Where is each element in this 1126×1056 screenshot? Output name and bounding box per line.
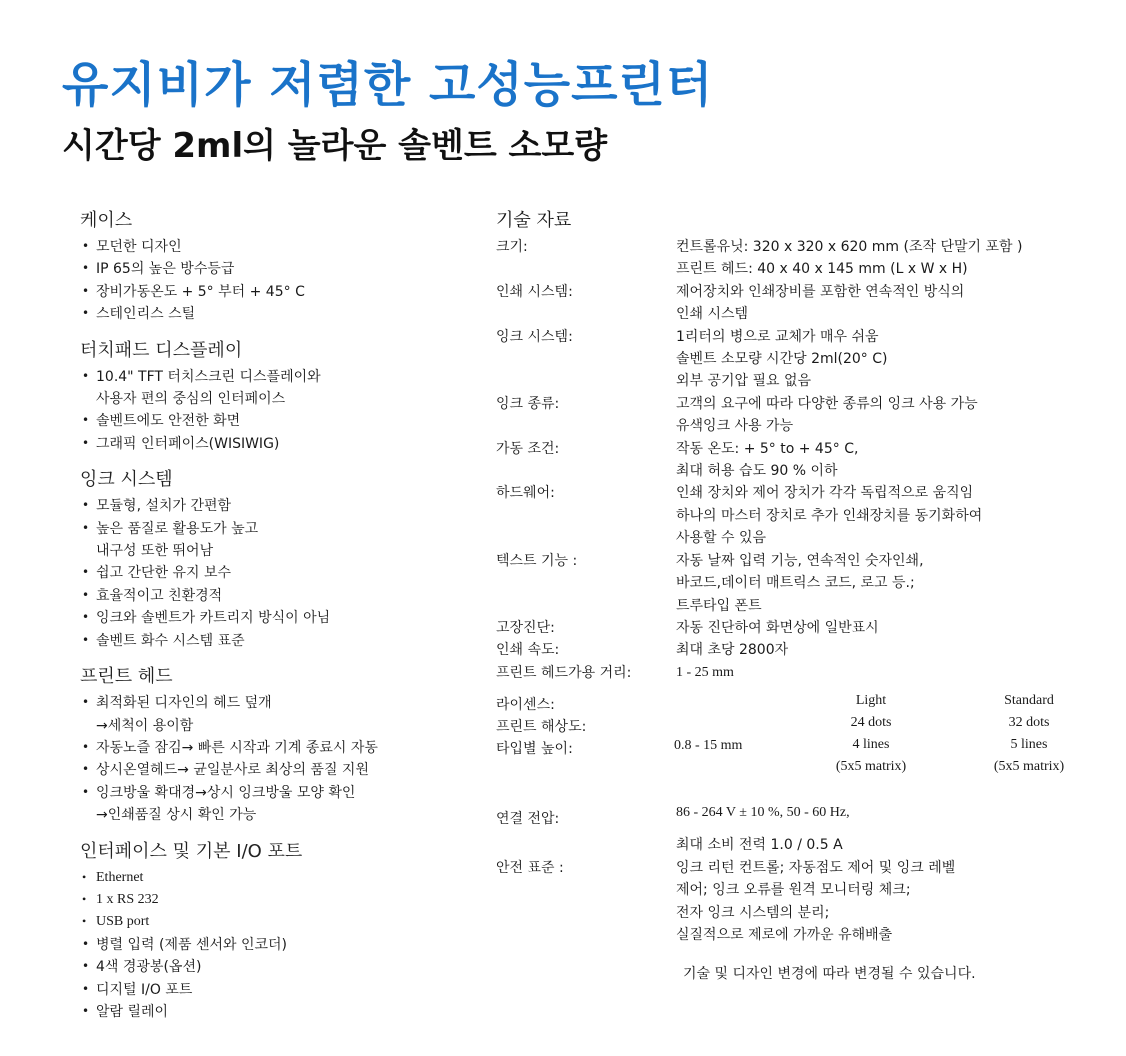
spec-row-inktype: 잉크 종류: 고객의 요구에 따라 다양한 종류의 잉크 사용 가능 <box>496 395 978 412</box>
power-safety-block <box>496 802 1096 946</box>
license-light-column <box>816 690 926 778</box>
spec-row-size: 크기: 컨트롤유닛: 320 x 320 x 620 mm (조작 단말기 포함 ) <box>496 239 1023 255</box>
list-item: • 솔벤트에도 안전한 화면 <box>82 413 241 430</box>
license-name: Light <box>855 693 887 708</box>
spec-row-safety-cont: 제어; 잉크 오류를 원격 모니터링 체크; <box>676 882 911 899</box>
license-name: Standard <box>1004 693 1054 708</box>
list-item: • IP 65의 높은 방수등급 <box>82 261 235 278</box>
spec-row-voltage-cont: 최대 소비 전력 1.0 / 0.5 A <box>676 837 843 854</box>
list-item: • 모듈형, 설치가 간편함 <box>82 498 232 515</box>
license-table <box>496 690 1096 780</box>
list-item: • 자동노즐 잠김→ 빠른 시작과 기계 종료시 자동 <box>82 739 378 756</box>
spec-row-diagnostics: 고장진단: 자동 진단하여 화면상에 일반표시 <box>496 619 879 636</box>
list-item: • 알람 릴레이 <box>82 1003 169 1020</box>
section-title: 인터페이스 및 기본 I/O 포트 <box>80 840 303 862</box>
list-item: • 그래픽 인터페이스(WISIWIG) <box>82 435 280 452</box>
spec-row-conditions-cont: 최대 허용 습도 90 % 이하 <box>676 463 838 480</box>
list-item: • 1 x RS 232 <box>82 891 159 907</box>
section-touch <box>80 336 480 456</box>
spec-row-speed: 인쇄 속도: 최대 초당 2800자 <box>496 642 789 659</box>
list-item: • 병렬 입력 (제품 센서와 인코더) <box>82 936 288 953</box>
spec-row-safety-cont: 실질적으로 제로에 가까운 유해배출 <box>676 927 893 944</box>
spec-row-text-cont: 트루타입 폰트 <box>676 597 762 614</box>
list-item: • 잉크방울 확대경→상시 잉크방울 모양 확인 →인쇄품질 상시 확인 가능 <box>82 784 356 824</box>
list-item: • 장비가동온도 + 5° 부터 + 45° C <box>82 283 305 300</box>
section-title: 프린트 헤드 <box>80 666 173 688</box>
license-labels <box>496 694 586 760</box>
spec-row-print-cont: 인쇄 시스템 <box>676 306 749 323</box>
spec-row-text: 텍스트 기능 : 자동 날짜 입력 기능, 연속적인 숫자인쇄, <box>496 552 924 569</box>
spec-row-print: 인쇄 시스템: 제어장치와 인쇄장비를 포함한 연속적인 방식의 <box>496 283 965 300</box>
license-matrix: (5x5 matrix) <box>835 759 907 774</box>
spec-row-safety-cont: 전자 잉크 시스템의 분리; <box>676 904 830 921</box>
list-item: • Ethernet <box>82 869 144 885</box>
section-io <box>80 837 480 1024</box>
list-item: • 상시온열헤드→ 균일분사로 최상의 품질 지원 <box>82 762 369 779</box>
section-printhead <box>80 662 480 826</box>
list-item: • 4색 경광봉(옵션) <box>82 959 202 976</box>
license-label: 라이센스: <box>496 697 555 713</box>
section-ink <box>80 465 480 652</box>
specs-heading: 기술 자료 <box>496 210 572 231</box>
list-item: • 효율적이고 친환경적 <box>82 587 223 604</box>
spec-row-size-cont: 프린트 헤드: 40 x 40 x 145 mm (L x W x H) <box>676 261 968 278</box>
spec-row-voltage: 연결 전압: 86 - 264 V ± 10 %, 50 - 60 Hz, <box>496 805 850 827</box>
footer-note: 기술 및 디자인 변경에 따라 변경될 수 있습니다. <box>683 966 976 982</box>
spec-row-hardware: 하드웨어: 인쇄 장치와 제어 장치가 각각 독립적으로 움직임 <box>496 485 974 502</box>
features-column <box>80 206 480 1033</box>
list-item: • 스테인리스 스틸 <box>82 306 196 323</box>
page-title: 유지비가 저렴한 고성능프린터 <box>62 57 714 113</box>
specs-column <box>496 206 1096 684</box>
spec-row-text-cont: 바코드,데이터 매트릭스 코드, 로고 등.; <box>676 575 915 592</box>
license-dots: 32 dots <box>1008 715 1050 730</box>
section-title: 터치패드 디스플레이 <box>80 339 243 361</box>
spec-row-hardware-cont: 하나의 마스터 장치로 추가 인쇄장치를 동기화하여 <box>676 507 983 524</box>
list-item: • 잉크와 솔벤트가 카트리지 방식이 아님 <box>82 610 331 627</box>
list-item: • 10.4" TFT 터치스크린 디스플레이와 사용자 편의 중심의 인터페이스 <box>82 368 321 408</box>
section-case <box>80 206 480 326</box>
license-dots: 24 dots <box>850 715 892 730</box>
list-item: • USB port <box>82 914 150 930</box>
resolution-label: 프린트 해상도: <box>496 719 587 735</box>
spec-row-inktype-cont: 유색잉크 사용 가능 <box>676 418 794 435</box>
list-item: • 디지털 I/O 포트 <box>82 981 193 998</box>
spec-row-inksys-cont: 외부 공기압 필요 없음 <box>676 373 812 390</box>
list-item: • 솔벤트 화수 시스템 표준 <box>82 632 245 649</box>
list-item: • 높은 품질로 활용도가 높고 내구성 또한 뛰어남 <box>82 520 259 560</box>
list-item: • 쉽고 간단한 유지 보수 <box>82 565 232 582</box>
height-label: 타입별 높이: <box>496 741 573 757</box>
height-range: 0.8 - 15 mm <box>674 738 743 753</box>
license-lines: 4 lines <box>852 737 890 752</box>
list-item: • 최적화된 디자인의 헤드 덮개 →세척이 용이함 <box>82 695 272 734</box>
page-subtitle: 시간당 2ml의 놀라운 솔벤트 소모량 <box>62 126 608 166</box>
spec-row-conditions: 가동 조건: 작동 온도: + 5° to + 45° C, <box>496 440 859 457</box>
spec-row-hardware-cont: 사용할 수 있음 <box>676 530 767 547</box>
spec-row-distance: 프린트 헤드가용 거리: 1 - 25 mm <box>496 664 734 681</box>
section-title: 잉크 시스템 <box>80 469 173 491</box>
section-title: 케이스 <box>80 210 133 231</box>
spec-row-inksys: 잉크 시스템: 1리터의 병으로 교체가 매우 쉬움 <box>496 328 879 345</box>
license-lines: 5 lines <box>1010 737 1048 752</box>
spec-row-safety: 안전 표준 : 잉크 리턴 컨트롤; 자동점도 제어 및 잉크 레벨 <box>496 859 956 876</box>
license-matrix: (5x5 matrix) <box>993 759 1065 774</box>
license-standard-column <box>974 690 1084 778</box>
list-item: • 모던한 디자인 <box>82 239 182 255</box>
spec-row-inksys-cont: 솔벤트 소모량 시간당 2ml(20° C) <box>676 351 888 368</box>
